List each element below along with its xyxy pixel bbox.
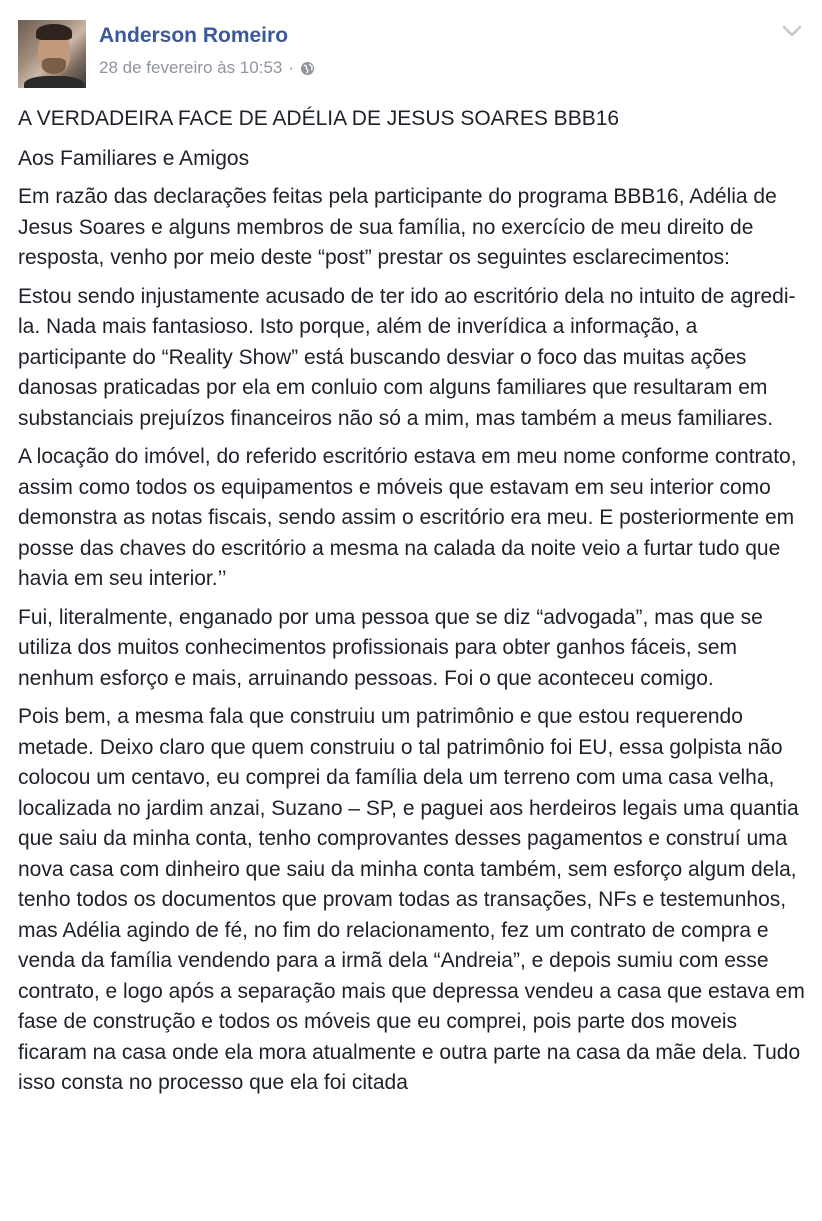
post-meta: [99, 58, 315, 78]
post-paragraph: Estou sendo injustamente acusado de ter ido ao escritório dela no intuito de agredi-la. Nada mais fantasioso. Isto porque, além de inverídica a informação, a participante do “Reality Show” está buscando desviar o foco das muitas ações danosas praticadas por ela em conluio com alguns familiares que resultaram em substanciais prejuízos financeiros não só a mim, mas também a meus familiares.: [18, 284, 796, 430]
post-header: [18, 18, 804, 88]
post-paragraph: Pois bem, a mesma fala que construiu um patrimônio e que estou requerendo metade. Deixo claro que quem construiu o tal patrimônio foi EU, essa golpista não colocou um centavo, eu comprei da família dela um terreno com uma casa velha, localizada no jardim anzai, Suzano – SP, e paguei aos herdeiros legais uma quantia que saiu da minha conta, tenho comprovantes desses pagamentos e construí uma nova casa com dinheiro que saiu da minha conta também, sem esforço algum dela, tenho todos os documentos que provam todas as transações, NFs e testemunhos, mas Adélia agindo de fé, no fim do relacionamento, fez um contrato de compra e venda da família vendendo para a irmã dela “Andreia”, e depois sumiu com esse contrato, e logo após a separação mais que depressa vendeu a casa que estava em fase de construção e todos os móveis que eu comprei, pois parte dos moveis ficaram na casa onde ela mora atualmente e outra parte na casa da mãe dela. Tudo isso consta no processo que ela foi citada: [18, 705, 805, 1094]
meta-separator: ·: [288, 58, 295, 77]
author-name[interactable]: Anderson Romeiro: [99, 24, 289, 47]
avatar-hair: [36, 24, 72, 40]
post-paragraph: Fui, literalmente, enganado por uma pessoa que se diz “advogada”, mas que se utiliza dos muitos conhecimentos profissionais para obter ganhos fáceis, sem nenhum esforço e mais, arruinando pessoas. Foi o que aconteceu comigo.: [18, 605, 763, 690]
globe-icon[interactable]: [300, 61, 315, 76]
avatar-shirt: [24, 76, 84, 88]
avatar-beard: [42, 58, 66, 74]
post-paragraph: Em razão das declarações feitas pela participante do programa BBB16, Adélia de Jesus Soares e alguns membros de sua família, no exercício de meu direito de resposta, venho por meio deste “post” prestar os seguintes esclarecimentos:: [18, 185, 777, 269]
post-body: [18, 104, 808, 1107]
post-timestamp[interactable]: 28 de fevereiro às 10:53: [99, 58, 283, 77]
author-avatar[interactable]: [18, 20, 86, 88]
post-title: A VERDADEIRA FACE DE ADÉLIA DE JESUS SOARES BBB16: [18, 107, 620, 130]
post-paragraph: A locação do imóvel, do referido escritório estava em meu nome conforme contrato, assim como todos os equipamentos e móveis que estavam em seu interior como demonstra as notas fiscais, sendo assim o escritório era meu. E posteriormente em posse das chaves do escritório a mesma na calada da noite veio a furtar tudo que havia em seu interior.’’: [18, 445, 797, 590]
chevron-down-icon[interactable]: [782, 24, 802, 38]
post-paragraph: Aos Familiares e Amigos: [18, 146, 250, 170]
